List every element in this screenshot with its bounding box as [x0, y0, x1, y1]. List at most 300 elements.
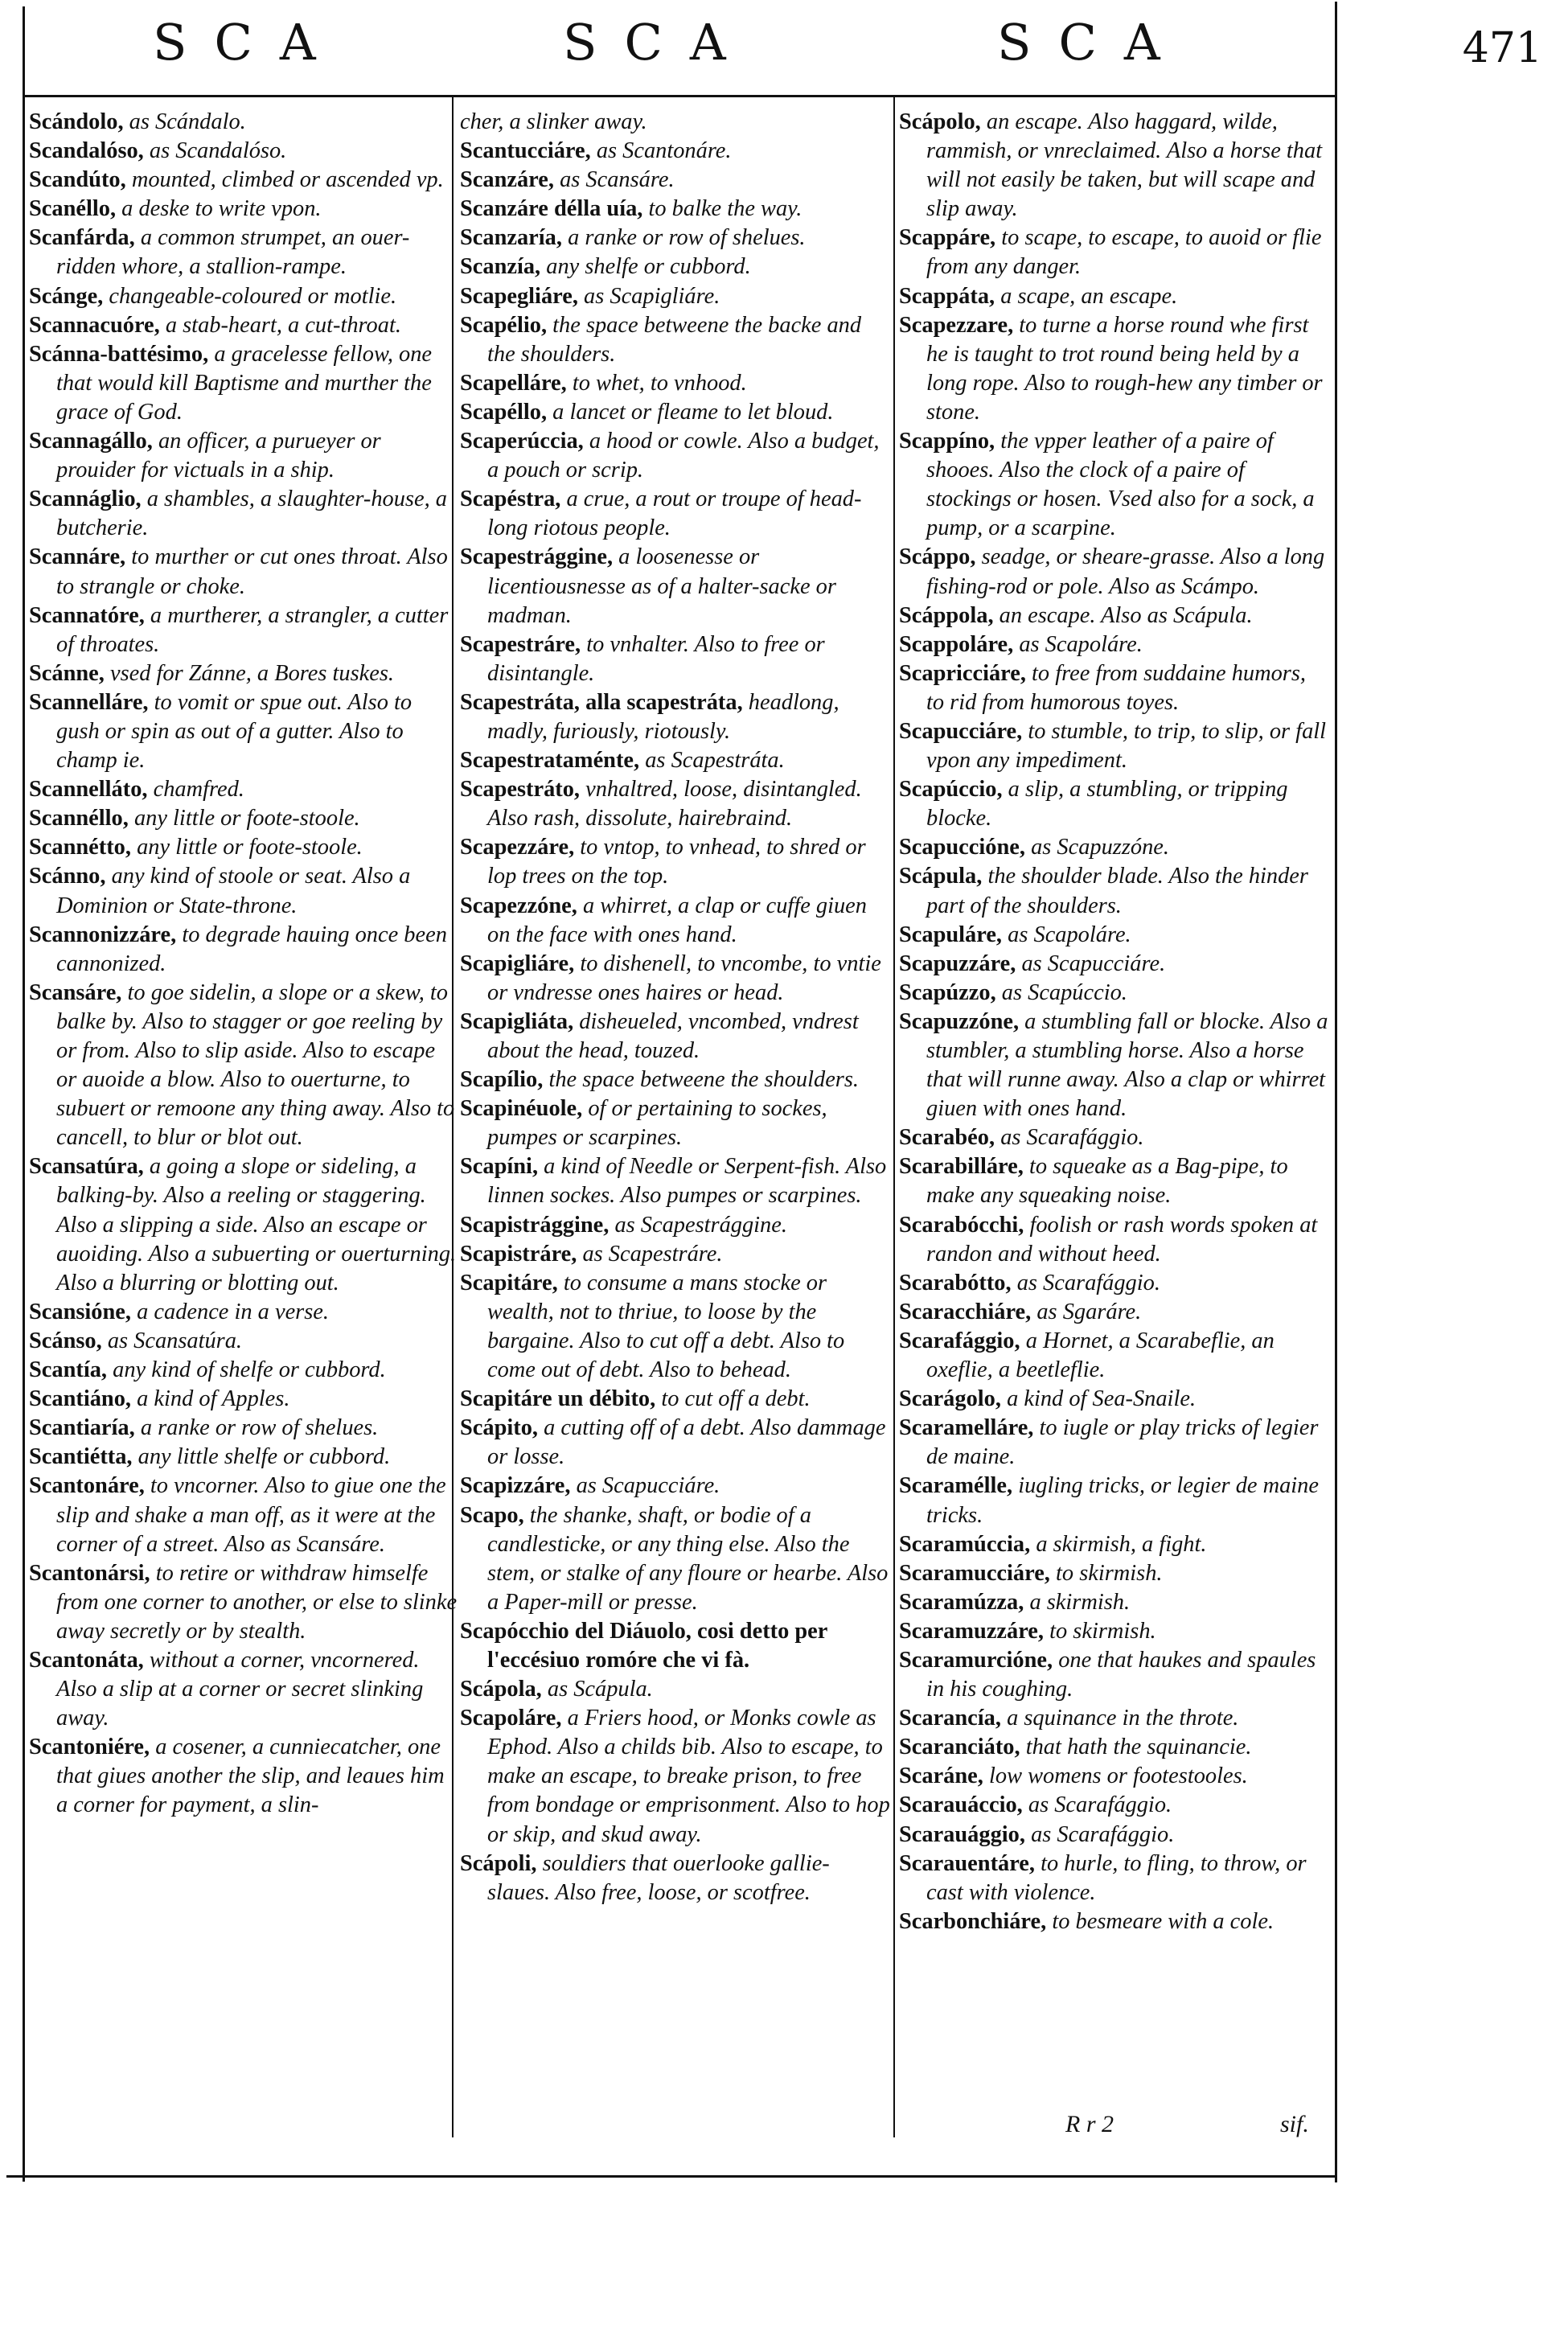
dictionary-entry	[29, 485, 460, 543]
entry-definition: a kind of Needle or Serpent-fish. Also linnen sockes. Also pumpes or scarpines.	[487, 1154, 887, 1209]
entry-definition: a Hornet, a Scarabeflie, an oxeflie, a beetleflie.	[926, 1328, 1275, 1383]
entry-headword: Scarancía,	[899, 1706, 1001, 1731]
entry-definition: cher, a slinker away.	[460, 109, 647, 134]
entry-definition: to retire or withdraw himselfe from one corner to another, or else to slinke away secretly or by stealth.	[56, 1560, 458, 1644]
entry-definition: to vnhalter. Also to free or disintangle.	[487, 631, 825, 686]
dictionary-entry	[29, 427, 460, 485]
entry-definition: a deske to write vpon.	[121, 196, 322, 222]
dictionary-entry	[899, 108, 1328, 224]
dictionary-entry	[899, 1472, 1328, 1529]
entry-headword: Scapegliáre,	[460, 283, 578, 309]
dictionary-entry	[29, 282, 460, 311]
entry-definition: as Scarafággio.	[1016, 1270, 1160, 1295]
entry-headword: Scapuláre,	[899, 922, 1003, 947]
dictionary-entry	[460, 1211, 891, 1240]
entry-definition: any little or foote-stoole.	[137, 835, 363, 860]
entry-headword: Scanzáre,	[460, 167, 554, 193]
entry-headword: Scaráne,	[899, 1763, 983, 1789]
dictionary-entry	[899, 950, 1328, 979]
entry-headword: Scapinéuole,	[460, 1096, 583, 1122]
dictionary-entry	[899, 921, 1328, 950]
dictionary-entry	[899, 224, 1328, 281]
entry-definition: a hood or cowle. Also a budget, a pouch or scrip.	[487, 429, 880, 483]
dictionary-entry	[29, 921, 460, 979]
dictionary-entry	[29, 775, 460, 804]
entry-headword: Scarabéo,	[899, 1125, 995, 1151]
entry-headword: Scapezzóne,	[460, 893, 577, 918]
entry-definition: to scape, to escape, to auoid or flie from any danger.	[926, 225, 1322, 280]
entry-definition: an escape. Also haggard, wilde, rammish, or vnreclaimed. Also a horse that will not easily be taken, but will scape and slip away.	[926, 109, 1323, 222]
entry-definition: to balke the way.	[648, 196, 802, 222]
entry-headword: Scappíno,	[899, 429, 995, 454]
entry-headword: Scaramúccia,	[899, 1531, 1031, 1557]
entry-headword: Scapélio,	[460, 312, 548, 338]
entry-headword: Scandalóso,	[29, 138, 144, 164]
entry-definition: the vpper leather of a paire of shooes. Also the clock of a paire of stockings or hosen. Vsed also for a sock, a pump, or a scarpine.	[926, 429, 1315, 541]
entry-definition: as Scapúccio.	[1001, 979, 1127, 1005]
entry-definition: as Scapucciáre.	[1021, 950, 1166, 976]
entry-definition: to dishenell, to vncombe, to vntie or vndresse ones haires or head.	[487, 950, 881, 1005]
entry-headword: Scapuzzóne,	[899, 1008, 1020, 1034]
entry-definition: mounted, climbed or ascended vp.	[131, 167, 444, 193]
entry-headword: Scarabótto,	[899, 1270, 1012, 1295]
entry-definition: one that haukes and spaules in his coughing.	[926, 1647, 1316, 1702]
entry-definition: to hurle, to fling, to throw, or cast with violence.	[926, 1850, 1307, 1905]
header-rule	[23, 95, 1337, 97]
entry-definition: to degrade hauing once been cannonized.	[56, 922, 447, 976]
entry-definition: changeable-coloured or motlie.	[109, 283, 397, 309]
entry-headword: Scapestrággine,	[460, 544, 614, 570]
entry-headword: Scarafággio,	[899, 1328, 1020, 1353]
entry-headword: Scantiétta,	[29, 1444, 133, 1470]
entry-headword: Scaramélle,	[899, 1473, 1013, 1499]
entry-definition: souldiers that ouerlooke gallie-slaues. Also free, loose, or scotfree.	[487, 1850, 830, 1905]
entry-definition: iugling tricks, or legier de maine tricks.	[926, 1473, 1319, 1528]
dictionary-entry	[460, 630, 891, 688]
entry-headword: Scannelláto,	[29, 777, 148, 803]
dictionary-entry	[29, 1646, 460, 1733]
entry-headword: Scannétto,	[29, 835, 131, 860]
entry-definition: seadge, or sheare-grasse. Also a long fishing-rod or pole. Also as Scámpo.	[926, 544, 1325, 599]
entry-definition: low womens or footestooles.	[988, 1763, 1248, 1789]
dictionary-entry	[899, 1704, 1328, 1733]
entry-definition: to murther or cut ones throat. Also to strangle or choke.	[56, 544, 448, 599]
dictionary-entry	[899, 1152, 1328, 1210]
dictionary-entry	[460, 137, 891, 166]
entry-definition: to free from suddaine humors, to rid from humorous toyes.	[926, 660, 1306, 715]
entry-definition: of or pertaining to sockes, pumpes or scarpines.	[487, 1096, 827, 1151]
dictionary-entry	[29, 1733, 460, 1820]
entry-definition: a gracelesse fellow, one that would kill Baptisme and murther the grace of God.	[56, 341, 433, 425]
dictionary-entry	[29, 224, 460, 281]
dictionary-entry	[460, 485, 891, 543]
entry-headword: Scantiaría,	[29, 1415, 135, 1441]
entry-headword: Scaramuzzáre,	[899, 1618, 1045, 1644]
entry-definition: a ranke or row of shelues.	[140, 1415, 379, 1441]
entry-headword: Scáppola,	[899, 602, 994, 628]
entry-definition: to turne a horse round whe first he is taught to trot round being held by a long rope. Also to rough-hew any timber or stone.	[926, 312, 1323, 425]
dictionary-entry	[899, 1821, 1328, 1850]
entry-headword: Scannáglio,	[29, 487, 142, 512]
dictionary-entry	[29, 1327, 460, 1356]
dictionary-entry	[899, 1211, 1328, 1269]
dictionary-entry	[460, 1152, 891, 1210]
entry-headword: Scaracchiáre,	[899, 1299, 1032, 1324]
dictionary-entry	[899, 1123, 1328, 1152]
entry-definition: to vntop, to vnhead, to shred or lop trees on the top.	[487, 835, 866, 889]
entry-definition: chamfred.	[153, 777, 244, 803]
entry-definition: a cadence in a verse.	[137, 1299, 329, 1324]
dictionary-entry	[29, 804, 460, 833]
entry-headword: Scaranciáto,	[899, 1735, 1020, 1760]
dictionary-entry	[460, 369, 891, 398]
entry-definition: as Scantonáre.	[596, 138, 732, 164]
dictionary-entry	[29, 979, 460, 1153]
dictionary-entry	[460, 224, 891, 253]
running-head-right: SCA	[997, 13, 1188, 72]
dictionary-entry	[29, 340, 460, 427]
entry-definition: the shanke, shaft, or bodie of a candlesticke, or any thing else. Also the stem, or stalke of any floure or hearbe. Also a Paper-mill or presse.	[487, 1502, 889, 1615]
entry-headword: Scánno,	[29, 864, 106, 889]
entry-definition: as Scansáre.	[560, 167, 675, 193]
dictionary-entry	[899, 602, 1328, 630]
entry-headword: Scantía,	[29, 1357, 108, 1383]
entry-headword: Scapricciáre,	[899, 660, 1026, 686]
dictionary-entry	[460, 1472, 891, 1501]
running-head-center: SCA	[563, 13, 753, 72]
entry-headword: Scapezzare,	[899, 312, 1014, 338]
dictionary-entry	[29, 862, 460, 920]
dictionary-entry	[899, 1559, 1328, 1588]
entry-definition: a lancet or fleame to let bloud.	[552, 399, 834, 425]
dictionary-entry	[899, 1008, 1328, 1123]
entry-definition: as Scapestráre.	[582, 1241, 723, 1267]
dictionary-entry	[899, 311, 1328, 427]
entry-headword: Scapitáre un débito,	[460, 1386, 656, 1412]
entry-headword: Scansáre,	[29, 979, 122, 1005]
dictionary-entry	[899, 1588, 1328, 1617]
dictionary-entry	[460, 1617, 891, 1675]
dictionary-entry	[899, 1646, 1328, 1704]
entry-definition: to skirmish.	[1049, 1618, 1156, 1644]
entry-definition: as Scansatúra.	[107, 1328, 243, 1353]
dictionary-entry	[899, 833, 1328, 862]
dictionary-entry	[460, 833, 891, 891]
dictionary-entry	[899, 862, 1328, 920]
entry-definition: any little or foote-stoole.	[133, 806, 360, 831]
dictionary-entry	[29, 311, 460, 340]
entry-headword: Scannonizzáre,	[29, 922, 177, 947]
dictionary-entry	[29, 1414, 460, 1443]
entry-definition: as Scarafággio.	[1000, 1125, 1144, 1151]
entry-headword: Scannacuóre,	[29, 312, 160, 338]
entry-headword: Scappáre,	[899, 225, 996, 251]
entry-headword: Scantonáta,	[29, 1647, 144, 1673]
entry-definition: any shelfe or cubbord.	[546, 254, 751, 280]
entry-headword: Scapizzáre,	[460, 1473, 571, 1499]
entry-headword: Scanzía,	[460, 254, 541, 280]
entry-definition: as Scapoláre.	[1008, 922, 1131, 947]
entry-definition: a squinance in the throte.	[1007, 1706, 1239, 1731]
dictionary-entry	[460, 892, 891, 950]
entry-headword: Scannatóre,	[29, 602, 145, 628]
entry-headword: Scapelláre,	[460, 370, 567, 396]
entry-definition: the space betweene the backe and the shoulders.	[487, 312, 862, 367]
entry-headword: Scapestráta, alla scapestráta,	[460, 689, 743, 715]
dictionary-entry	[29, 1559, 460, 1646]
entry-definition: as Scándalo.	[129, 109, 246, 134]
entry-headword: Scapistráre,	[460, 1241, 577, 1267]
entry-headword: Scarágolo,	[899, 1386, 1001, 1412]
entry-definition: to vomit or spue out. Also to gush or spin as out of a gutter. Also to champ ie.	[56, 689, 413, 774]
entry-headword: Scarabócchi,	[899, 1212, 1024, 1238]
entry-definition: a Friers hood, or Monks cowle as Ephod. Also a childs bib. Also to escape, to make an escape, to breake prison, to free from bondage or emprisonment. Also to hop or skip, and skud away.	[487, 1706, 890, 1847]
entry-definition: a skirmish, a fight.	[1036, 1531, 1207, 1557]
dictionary-entry	[899, 1762, 1328, 1791]
entry-headword: Scarauággio,	[899, 1821, 1025, 1847]
dictionary-entry	[899, 717, 1328, 775]
entry-headword: Scapócchio del Diáuolo, cosi detto per l'eccésiuo romóre che vi fà.	[460, 1618, 827, 1673]
signature-mark: R r 2	[1065, 2111, 1114, 2137]
entry-headword: Scaramurcióne,	[899, 1647, 1053, 1673]
entry-headword: Scarbonchiáre,	[899, 1908, 1047, 1934]
entry-definition: a stab-heart, a cut-throat.	[165, 312, 401, 338]
entry-definition: to stumble, to trip, to slip, or fall vpon any impediment.	[926, 718, 1327, 774]
entry-definition: as Scapuzzóne.	[1031, 835, 1169, 860]
entry-definition: a skirmish.	[1029, 1589, 1131, 1615]
catchword: sif.	[1280, 2111, 1309, 2137]
dictionary-entry	[460, 311, 891, 369]
entry-definition: as Scandalóso.	[149, 138, 287, 164]
entry-headword: Scapuccióne,	[899, 835, 1025, 860]
entry-headword: Scapéllo,	[460, 399, 548, 425]
dictionary-entry	[460, 1094, 891, 1152]
entry-definition: an escape. Also as Scápula.	[999, 602, 1253, 628]
entry-definition: foolish or rash words spoken at randon and without heed.	[926, 1212, 1318, 1267]
dictionary-entry	[29, 602, 460, 659]
dictionary-entry	[899, 1269, 1328, 1298]
dictionary-entry	[29, 1152, 460, 1297]
dictionary-entry	[29, 137, 460, 166]
entry-headword: Scapúzzo,	[899, 979, 996, 1005]
entry-headword: Scaramúzza,	[899, 1589, 1024, 1615]
entry-definition: as Scapoláre.	[1019, 631, 1143, 657]
entry-definition: a murtherer, a strangler, a cutter of throates.	[56, 602, 449, 657]
entry-definition: to besmeare with a cole.	[1052, 1908, 1275, 1934]
entry-headword: Scápolo,	[899, 109, 981, 134]
dictionary-entry	[460, 1850, 891, 1907]
dictionary-entry	[460, 166, 891, 195]
entry-definition: the space betweene the shoulders.	[548, 1067, 859, 1093]
dictionary-entry	[899, 1907, 1328, 1936]
entry-definition: to consume a mans stocke or wealth, not to thriue, to loose by the bargaine. Also to cut off a debt. Also to come out of debt. Also to behead.	[487, 1270, 845, 1383]
entry-headword: Scarauentáre,	[899, 1850, 1035, 1876]
dictionary-entry	[899, 1327, 1328, 1385]
entry-headword: Scantiáno,	[29, 1386, 131, 1412]
entry-headword: Scanzáre délla uía,	[460, 196, 643, 222]
entry-headword: Scapoláre,	[460, 1706, 562, 1731]
entry-definition: a stumbling fall or blocke. Also a stumbler, a stumbling horse. Also a horse that will runne away. Also a clap or whirret giuen with ones hand.	[926, 1008, 1328, 1122]
dictionary-entry	[899, 1850, 1328, 1907]
dictionary-entry	[29, 833, 460, 862]
entry-definition: a scape, an escape.	[1000, 283, 1178, 309]
entry-headword: Scapitáre,	[460, 1270, 558, 1295]
entry-definition: as Scapucciáre.	[576, 1473, 720, 1499]
entry-definition: a kind of Sea-Snaile.	[1007, 1386, 1197, 1412]
dictionary-entry	[460, 775, 891, 833]
entry-headword: Scantonáre,	[29, 1473, 145, 1499]
entry-headword: Scaramucciáre,	[899, 1560, 1050, 1586]
dictionary-entry	[29, 195, 460, 224]
entry-headword: Scappáta,	[899, 283, 995, 309]
entry-headword: Scapéstra,	[460, 487, 561, 512]
entry-headword: Scanfárda,	[29, 225, 135, 251]
dictionary-entry	[29, 688, 460, 775]
dictionary-entry	[460, 1675, 891, 1704]
entry-definition: to iugle or play tricks of legier de maine.	[926, 1415, 1319, 1470]
entry-headword: Scannéllo,	[29, 806, 129, 831]
entry-definition: a slip, a stumbling, or tripping blocke.	[926, 777, 1288, 831]
entry-definition: without a corner, vncornered. Also a slip at a corner or secret slinking away.	[56, 1647, 424, 1731]
dictionary-entry	[899, 427, 1328, 543]
dictionary-entry	[460, 746, 891, 775]
column-right	[899, 108, 1328, 1936]
dictionary-entry	[29, 108, 460, 137]
dictionary-entry	[899, 282, 1328, 311]
entry-headword: Scánge,	[29, 283, 104, 309]
entry-definition: as Scapestrággine.	[614, 1212, 787, 1238]
entry-definition: a kind of Apples.	[137, 1386, 290, 1412]
entry-headword: Scaperúccia,	[460, 429, 584, 454]
entry-definition: a going a slope or sideling, a balking-by. Also a reeling or staggering. Also a slipping a side. Also an escape or auoiding. Also a subuerting or ouerturning. Also a blurring or blotting out.	[56, 1154, 457, 1295]
page-number: 471	[1462, 24, 1542, 72]
entry-headword: Scappoláre,	[899, 631, 1014, 657]
entry-headword: Scáppo,	[899, 544, 976, 570]
dictionary-entry	[29, 1472, 460, 1558]
entry-headword: Scapuzzáre,	[899, 950, 1016, 976]
dictionary-entry	[460, 253, 891, 281]
entry-definition: disheueled, vncombed, vndrest about the head, touzed.	[487, 1008, 859, 1063]
entry-definition: the shoulder blade. Also the hinder part of the shoulders.	[926, 864, 1308, 918]
dictionary-entry	[899, 979, 1328, 1008]
entry-definition: any kind of shelfe or cubbord.	[113, 1357, 386, 1383]
entry-headword: Scapigliáre,	[460, 950, 575, 976]
entry-definition: to goe sidelin, a slope or a skew, to balke by. Also to stagger or goe reeling by or from. Also to slip aside. Also to escape or auoide a blow. Also to ouerturne, to subuert or remoone any thing away. Also to cancell, to blur or blot out.	[56, 979, 455, 1151]
entry-definition: a whirret, a clap or cuffe giuen on the face with ones hand.	[487, 893, 867, 947]
entry-definition: to cut off a debt.	[661, 1386, 811, 1412]
dictionary-entry	[460, 1704, 891, 1849]
left-border-rule	[23, 6, 25, 2182]
entry-headword: Scapo,	[460, 1502, 524, 1528]
entry-headword: Scápito,	[460, 1415, 539, 1441]
dictionary-entry	[899, 1414, 1328, 1472]
dictionary-entry	[899, 1298, 1328, 1327]
dictionary-entry	[899, 775, 1328, 833]
column-rule-2	[893, 95, 895, 2137]
dictionary-entry	[899, 1385, 1328, 1414]
dictionary-entry	[460, 1269, 891, 1385]
entry-definition: as Scarafággio.	[1031, 1821, 1175, 1847]
entry-definition: a ranke or row of shelues.	[568, 225, 806, 251]
entry-headword: Scapezzáre,	[460, 835, 575, 860]
entry-definition: a shambles, a slaughter-house, a butcherie.	[56, 487, 447, 541]
dictionary-entry	[899, 543, 1328, 601]
dictionary-entry	[29, 1356, 460, 1385]
dictionary-entry	[460, 543, 891, 630]
dictionary-entry	[29, 659, 460, 688]
entry-definition: to skirmish.	[1056, 1560, 1163, 1586]
entry-definition: vnhaltred, loose, disintangled. Also rash, dissolute, hairebraind.	[487, 777, 862, 831]
entry-headword: Scapíni,	[460, 1154, 539, 1180]
entry-definition: as Scapigliáre.	[584, 283, 720, 309]
dictionary-entry	[460, 195, 891, 224]
column-middle	[460, 108, 891, 1907]
entry-headword: Scánne,	[29, 660, 105, 686]
entry-definition: an officer, a purueyer or prouider for victuals in a ship.	[56, 429, 381, 483]
running-head-left: SCA	[153, 13, 343, 72]
entry-definition: as Scapestráta.	[645, 748, 785, 774]
dictionary-entry	[29, 1443, 460, 1472]
dictionary-entry	[460, 950, 891, 1008]
entry-headword: Scapílio,	[460, 1067, 544, 1093]
entry-headword: Scándolo,	[29, 109, 124, 134]
entry-headword: Scantucciáre,	[460, 138, 591, 164]
entry-headword: Scápoli,	[460, 1850, 537, 1876]
entry-headword: Scapúccio,	[899, 777, 1003, 803]
entry-definition: a loosenesse or licentiousnesse as of a halter-sacke or madman.	[487, 544, 836, 628]
entry-definition: to vncorner. Also to giue one the slip and shake a man off, as it were at the corner of a street. Also as Scansáre.	[56, 1473, 446, 1557]
dictionary-entry	[899, 1733, 1328, 1762]
dictionary-entry	[899, 1617, 1328, 1646]
entry-headword: Scaramelláre,	[899, 1415, 1034, 1441]
entry-headword: Scanzaría,	[460, 225, 562, 251]
entry-definition: vsed for Zánne, a Bores tuskes.	[109, 660, 394, 686]
dictionary-entry	[899, 630, 1328, 659]
entry-headword: Scánso,	[29, 1328, 102, 1353]
entry-headword: Scannelláre,	[29, 689, 149, 715]
dictionary-entry	[460, 282, 891, 311]
dictionary-entry	[460, 1501, 891, 1617]
dictionary-entry	[899, 659, 1328, 717]
entry-headword: Scanéllo,	[29, 196, 117, 222]
entry-headword: Scapucciáre,	[899, 718, 1023, 744]
dictionary-entry	[29, 1385, 460, 1414]
right-border-rule	[1335, 2, 1337, 2182]
bottom-rule	[6, 2175, 1337, 2178]
entry-headword: Scánna-battésimo,	[29, 341, 209, 367]
entry-definition: any little shelfe or cubbord.	[138, 1444, 391, 1470]
dictionary-entry	[460, 427, 891, 485]
column-left	[29, 108, 460, 1821]
entry-headword: Scannáre,	[29, 544, 126, 570]
entry-definition: as Scarafággio.	[1028, 1792, 1172, 1818]
entry-definition: a crue, a rout or troupe of head-long riotous people.	[487, 487, 862, 541]
dictionary-entry	[29, 1298, 460, 1327]
dictionary-entry	[29, 543, 460, 601]
entry-headword: Scansatúra,	[29, 1154, 144, 1180]
dictionary-entry	[460, 398, 891, 427]
entry-headword: Scantonársi,	[29, 1560, 150, 1586]
entry-definition: any kind of stoole or seat. Also a Dominion or State-throne.	[56, 864, 411, 918]
entry-headword: Scansióne,	[29, 1299, 131, 1324]
entry-headword: Scarauáccio,	[899, 1792, 1023, 1818]
entry-definition: to squeake as a Bag-pipe, to make any squeaking noise.	[926, 1154, 1288, 1209]
dictionary-entry	[460, 1065, 891, 1094]
entry-headword: Scapestráre,	[460, 631, 581, 657]
entry-headword: Scápola,	[460, 1677, 542, 1702]
entry-headword: Scantoniére,	[29, 1735, 150, 1760]
dictionary-entry	[29, 166, 460, 195]
